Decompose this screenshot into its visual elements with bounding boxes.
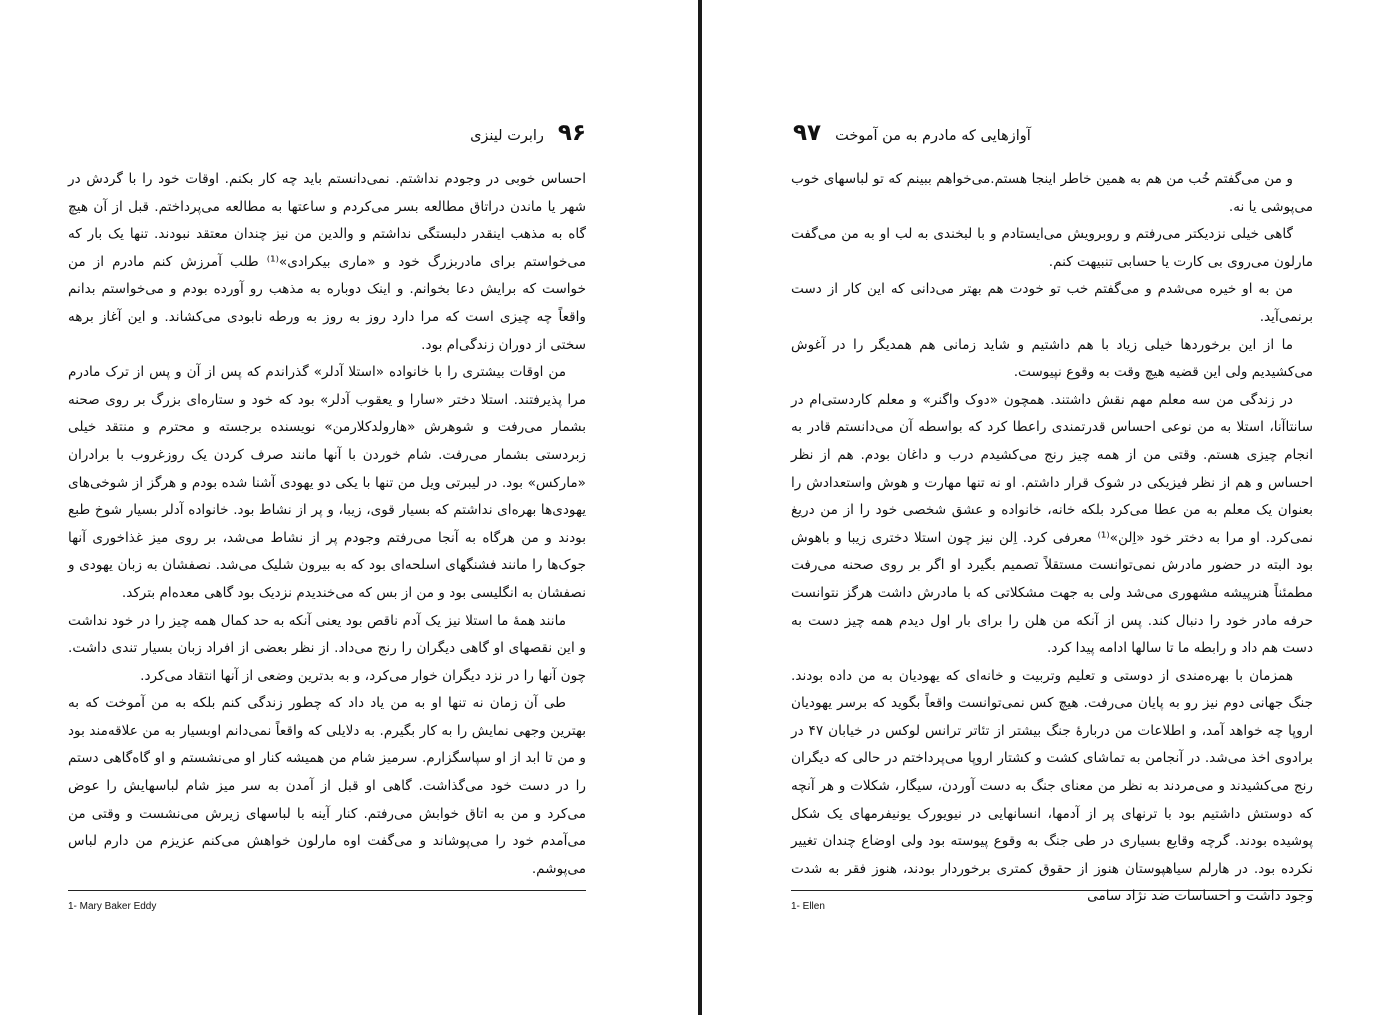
right-running-title: آوازهایی که مادرم به من آموخت (835, 128, 1031, 144)
right-footnote: 1- Ellen (791, 901, 825, 912)
paragraph: طی آن زمان نه تنها او به من یاد داد که چطور زندگی کنم بلکه به من آموخت که به بهترین وجهی نمایش را به کار بگیرم. به دلایلی که واقعاً نمی‌دانم اوبسیار به من علاقه‌مند بود و من تا ابد از او سپاسگزارم. سرمیز شام من همیشه کنار او می‌نشستم و او گاه‌گاهی دستم را در دست خود می‌گذاشت. گاهی او قبل از آمدن به سر میز شام لباسهایش را عوض می‌کرد و من به اتاق خوابش می‌رفتم. کنار آینه با لباسهای زیرش می‌نشست و وقتی من می‌آمدم خود را می‌پوشاند و می‌گفت اوه مارلون خواهش می‌کنم عزیزم من دارم لباس می‌پوشم. (68, 695, 586, 877)
right-page (703, 0, 1397, 1015)
paragraph: مانند همهٔ ما استلا نیز یک آدم ناقص بود یعنی آنکه به حد کمال همه چیز را در خود نداشت و این نقصهای او گاهی دیگران را رنج می‌داد. از نظر بعضی از افراد زبان بسیار تندی داشت. چون آنها را در نزد دیگران خوار می‌کرد، و به بدترین وضعی از آنها انتقاد می‌کرد. (68, 612, 586, 684)
paragraph: و من می‌گفتم خُب من هم به همین خاطر اینجا هستم.می‌خواهم ببینم که تو لباسهای خوب می‌پوشی یا نه. (791, 171, 1313, 215)
left-footnote-divider (68, 890, 586, 891)
right-page-number: ۹۷ (793, 120, 822, 146)
left-running-title: رابرت لینزی (470, 128, 544, 144)
paragraph: در زندگی من سه معلم مهم نقش داشتند. همچون «دوک واگنر» و معلم کاردستی‌ام در سانتاآنا، استلا به من نوعی احساس قدرتمندی راعطا کرد که بواسطه آن می‌دانستم قادر به انجام چیزی هستم. وقتی من از همه چیز رنج می‌کشیدم درب و داغان بودم. هم از نظر احساس و هم از نظر فیزیکی در شوک قرار داشتم. او نه تنها مهارت و هوش واستعدادش را بعنوان یک معلم به من عطا می‌کرد بلکه خانه، خانواده و عشق شخصی خود را از من دریغ نمی‌کرد. او مرا به دختر خود «اِلن»⁽¹⁾ معرفی کرد. اِلن نیز چون استلا دختری زیبا و باهوش بود البته در حضور مادرش نمی‌توانست مستقلاً تصمیم بگیرد او اگر بر روی صحنه می‌رفت مطمئناً هنرپیشه مشهوری می‌شد ولی به جهت مشکلاتی که با مادرش داشت هرگز نتوانست حرفه مادر خود را دنبال کند. پس از آنکه من هلن را برای بار اول دیدم همه چیز دست به دست هم داد و رابطه ما تا سالها ادامه پیدا کرد. (791, 391, 1313, 657)
paragraph: احساس خوبی در وجودم نداشتم. نمی‌دانستم باید چه کار بکنم. اوقات خود را با گردش در شهر یا ماندن دراتاق مطالعه بسر می‌کردم و ساعتها به مطالعه می‌پرداختم. قبل از آن هیچ گاه به مذهب اینقدر دلبستگی نداشتم و والدین من نیز چندان معتقد نبودند. تنها یک بار که می‌خواستم برای مادربزرگ خود و «ماری بیکرادی»⁽¹⁾ طلب آمرزش کنم مادرم از من خواست که برایش دعا بخوانم. و اینک دوباره به مذهب رو آورده بودم و می‌خواستم بدانم واقعاً چه چیزی است که مرا دارد روز به روز به ورطه نابودی می‌کشاند. و این آغاز برهه سختی از دوران زندگی‌ام بود. (68, 171, 587, 353)
left-page (0, 0, 698, 1015)
right-footnote-divider (791, 890, 1313, 891)
paragraph: من اوقات بیشتری را با خانواده «استلا آدلر» گذراندم که پس از آن و پس از ترک مادرم مرا پذیرفتند. استلا دختر «سارا و یعقوب آدلر» بود که خود و ستاره‌ای بزرگ بر روی صحنه بشمار می‌رفت و شوهرش «هارولدکلارمن» نویسنده برجسته و محترم و منتقد خیلی زبردستی بشمار می‌رفت. شام خوردن با آنها مانند صرف کردن یک روزغروب با برادران «مارکس» بود. در لیبرتی ویل من تنها با یکی دو یهودی آشنا شده بودم و هرگز از شوخی‌های یهودی‌ها بهره‌ای نداشتم که بسیار قوی، زیبا، و پر از نشاط بود. خانواده آدلر بسیار شوخ طبع بودند و من هرگاه به آنجا می‌رفتم وجودم پر از نشاط می‌شد، بر روی میز غذاخوری آنها جوک‌ها را مانند فشنگهای اسلحه‌ای بود که به بیرون شلیک می‌شد. نصفشان به زبان یهودی و نصفشان به انگلیسی بود و من از بس که می‌خندیدم نزدیک بود گاهی معده‌ام بترکد. (68, 364, 586, 601)
paragraph: من به او خیره می‌شدم و می‌گفتم خب تو خودت هم بهتر می‌دانی که این کار از دست برنمی‌آید. (791, 281, 1313, 325)
paragraph: گاهی خیلی نزدیکتر می‌رفتم و روبرویش می‌ایستادم و با لبخندی به لب او به من می‌گفت مارلون می‌روی بی کارت یا حسابی تنبیهت کنم. (791, 226, 1313, 270)
left-page-header (470, 120, 586, 150)
book-spine-divider (698, 0, 702, 1015)
right-page-header (793, 120, 1031, 150)
left-body-text (68, 166, 586, 883)
paragraph: ما از این برخوردها خیلی زیاد با هم داشتیم و شاید زمانی هم همدیگر را در آغوش می‌کشیدیم ولی این قضیه هیچ وقت به وقوع نپیوست. (791, 336, 1313, 381)
left-page-number: ۹۶ (557, 120, 586, 146)
paragraph: همزمان با بهره‌مندی از دوستی و تعلیم وتربیت و خانه‌ای که یهودیان به من داده بودند. جنگ جهانی دوم نیز رو به پایان می‌رفت. هیچ کس نمی‌توانست واقعاً بگوید که برسر یهودیان اروپا چه خواهد آمد، و اطلاعات من دربارهٔ جنگ بیشتر از تئاتر ترانس لوکس در خیابان ۴۷ در برادوی اخذ می‌شد. در آنجامن به تماشای کشت و کشتار اروپا می‌پرداختم در حالی که دیگران رنج می‌کشیدند و می‌مردند به نظر من معنای جنگ به دست آوردن، سیگار، شکلات و هر آنچه که دوستش داشتیم بود با ترنهای پر از آدمها، انسانهایی در نیویورک یونیفرمهای یک شکل پوشیده بودند. گرچه وقایع بسیاری در طی جنگ به وقوع پیوسته بود ولی اوضاع چندان تغییر نکرده بود. در هارلم سیاهپوستان هنوز از حقوق کمتری برخوردار بودند، هنوز فقر به شدت وجود داشت و احساسات ضد نژاد سامی (791, 667, 1313, 905)
left-footnote: 1- Mary Baker Eddy (68, 901, 157, 912)
right-body-text (791, 166, 1313, 911)
